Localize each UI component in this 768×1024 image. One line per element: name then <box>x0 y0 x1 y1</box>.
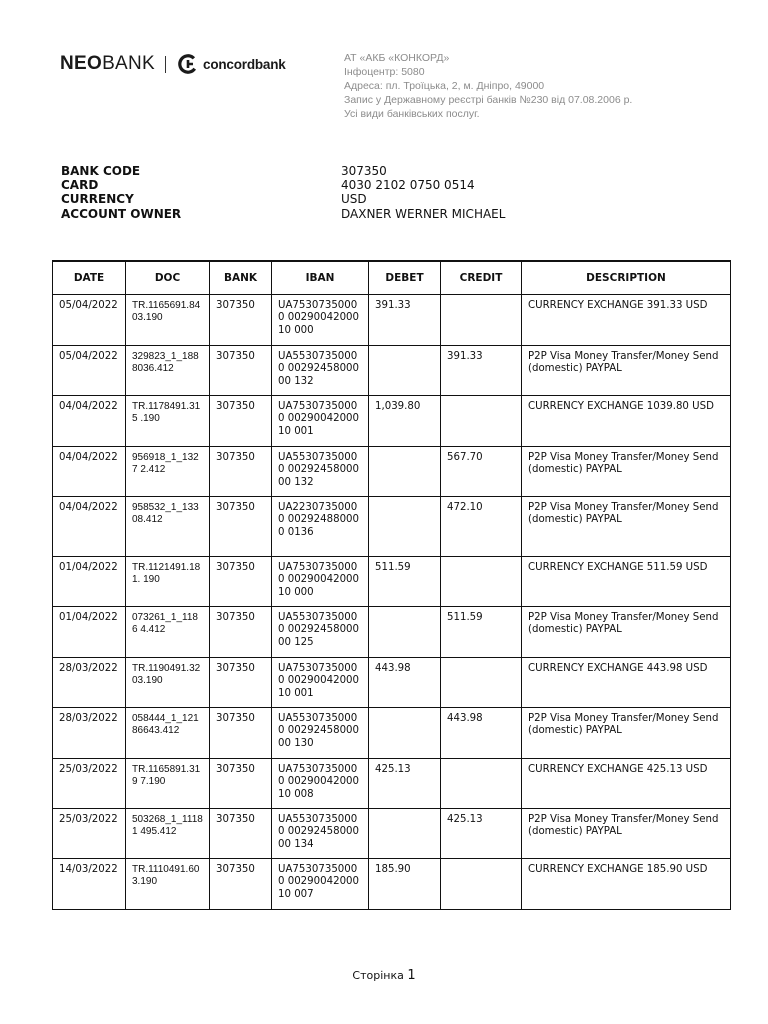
iban-cell: UA75307350000 0029004200010 001 <box>272 396 369 447</box>
debet-cell: 425.13 <box>369 759 441 809</box>
doc-cell: TR.1110491.60 3.190 <box>126 859 210 910</box>
debet-cell <box>369 809 441 859</box>
description-cell: CURRENCY EXCHANGE 425.13 USD <box>522 759 731 809</box>
date-cell: 01/04/2022 <box>53 607 126 658</box>
credit-cell <box>441 557 522 607</box>
concordbank-mark-icon <box>178 54 198 74</box>
iban-cell: UA55307350000 0029245800000 125 <box>272 607 369 658</box>
page-footer <box>0 968 768 983</box>
credit-cell: 511.59 <box>441 607 522 658</box>
bank-cell: 307350 <box>210 658 272 708</box>
currency-label: CURRENCY <box>61 192 134 207</box>
credit-cell <box>441 859 522 910</box>
transactions-body <box>53 295 731 910</box>
date-cell: 25/03/2022 <box>53 809 126 859</box>
date-cell: 04/04/2022 <box>53 497 126 557</box>
bank-code-value: 307350 <box>341 164 387 178</box>
bank-info-line: Запис у Державному реєстрі банків №230 від 07.08.2006 р. <box>344 94 633 106</box>
card-value: 4030 2102 0750 0514 <box>341 178 475 193</box>
account-details <box>61 164 505 221</box>
account-row <box>61 207 505 221</box>
table-row <box>53 708 731 759</box>
table-row <box>53 607 731 658</box>
doc-cell: 073261_1_1186 4.412 <box>126 607 210 658</box>
bank-cell: 307350 <box>210 396 272 447</box>
logo-bank-text: BANK <box>102 53 156 74</box>
table-header-row <box>53 261 731 295</box>
doc-cell: TR.1165891.319 7.190 <box>126 759 210 809</box>
iban-cell: UA55307350000 0029245800000 130 <box>272 708 369 759</box>
table-row <box>53 346 731 396</box>
document-header <box>60 50 720 130</box>
table-row <box>53 759 731 809</box>
table-row <box>53 557 731 607</box>
table-row <box>53 859 731 910</box>
logo-concordbank-text: concordbank <box>203 56 286 72</box>
debet-cell <box>369 497 441 557</box>
doc-cell: 058444_1_121 86643.412 <box>126 708 210 759</box>
iban-cell: UA55307350000 0029245800000 132 <box>272 447 369 497</box>
account-owner-label: ACCOUNT OWNER <box>61 206 182 221</box>
iban-cell: UA75307350000 0029004200010 008 <box>272 759 369 809</box>
column-header-credit: CREDIT <box>441 261 522 295</box>
bank-cell: 307350 <box>210 557 272 607</box>
date-cell: 04/04/2022 <box>53 396 126 447</box>
credit-cell <box>441 295 522 346</box>
account-row <box>61 178 505 192</box>
credit-cell: 425.13 <box>441 809 522 859</box>
doc-cell: TR.1178491.315 .190 <box>126 396 210 447</box>
page-label: Сторінка <box>352 969 404 982</box>
logo-divider <box>165 56 166 73</box>
bank-info-line: АТ «АКБ «КОНКОРД» <box>344 52 450 64</box>
table-row <box>53 658 731 708</box>
date-cell: 28/03/2022 <box>53 708 126 759</box>
date-cell: 04/04/2022 <box>53 447 126 497</box>
description-cell: P2P Visa Money Transfer/Money Send (domestic) PAYPAL <box>522 497 731 557</box>
bank-code-label: BANK CODE <box>61 164 141 178</box>
debet-cell: 1,039.80 <box>369 396 441 447</box>
description-cell: CURRENCY EXCHANGE 1039.80 USD <box>522 396 731 447</box>
column-header-date: DATE <box>53 261 126 295</box>
column-header-doc: DOC <box>126 261 210 295</box>
description-cell: CURRENCY EXCHANGE 391.33 USD <box>522 295 731 346</box>
column-header-iban: IBAN <box>272 261 369 295</box>
doc-cell: TR.1165691.84 03.190 <box>126 295 210 346</box>
bank-cell: 307350 <box>210 809 272 859</box>
iban-cell: UA75307350000 0029004200010 000 <box>272 295 369 346</box>
credit-cell: 391.33 <box>441 346 522 396</box>
debet-cell: 511.59 <box>369 557 441 607</box>
description-cell: P2P Visa Money Transfer/Money Send (domestic) PAYPAL <box>522 708 731 759</box>
date-cell: 28/03/2022 <box>53 658 126 708</box>
iban-cell: UA55307350000 0029245800000 132 <box>272 346 369 396</box>
date-cell: 05/04/2022 <box>53 346 126 396</box>
bank-cell: 307350 <box>210 759 272 809</box>
credit-cell: 567.70 <box>441 447 522 497</box>
table-row <box>53 447 731 497</box>
description-cell: P2P Visa Money Transfer/Money Send (domestic) PAYPAL <box>522 447 731 497</box>
doc-cell: TR.1190491.32 03.190 <box>126 658 210 708</box>
bank-cell: 307350 <box>210 447 272 497</box>
iban-cell: UA75307350000 0029004200010 000 <box>272 557 369 607</box>
account-row <box>61 192 505 206</box>
page-number: 1 <box>407 968 416 983</box>
iban-cell: UA22307350000 002924880000 0136 <box>272 497 369 557</box>
credit-cell: 472.10 <box>441 497 522 557</box>
logo-neo-text: NEO <box>60 53 103 74</box>
card-label: CARD <box>61 178 99 193</box>
neobank-concordbank-logo <box>60 53 286 75</box>
debet-cell <box>369 447 441 497</box>
date-cell: 05/04/2022 <box>53 295 126 346</box>
description-cell: CURRENCY EXCHANGE 443.98 USD <box>522 658 731 708</box>
account-owner-value: DAXNER WERNER MICHAEL <box>341 206 506 221</box>
doc-cell: 329823_1_188 8036.412 <box>126 346 210 396</box>
bank-cell: 307350 <box>210 859 272 910</box>
account-row <box>61 164 505 178</box>
credit-cell <box>441 658 522 708</box>
doc-cell: 958532_1_133 08.412 <box>126 497 210 557</box>
bank-cell: 307350 <box>210 295 272 346</box>
date-cell: 14/03/2022 <box>53 859 126 910</box>
doc-cell: 503268_1_11181 495.412 <box>126 809 210 859</box>
doc-cell: TR.1121491.181. 190 <box>126 557 210 607</box>
bank-info-block <box>344 51 632 121</box>
debet-cell: 185.90 <box>369 859 441 910</box>
bank-cell: 307350 <box>210 497 272 557</box>
description-cell: P2P Visa Money Transfer/Money Send (domestic) PAYPAL <box>522 346 731 396</box>
debet-cell <box>369 708 441 759</box>
table-row <box>53 295 731 346</box>
bank-info-line: Інфоцентр: 5080 <box>344 66 425 78</box>
description-cell: P2P Visa Money Transfer/Money Send (domestic) PAYPAL <box>522 607 731 658</box>
credit-cell: 443.98 <box>441 708 522 759</box>
description-cell: CURRENCY EXCHANGE 511.59 USD <box>522 557 731 607</box>
table-row <box>53 497 731 557</box>
debet-cell: 443.98 <box>369 658 441 708</box>
iban-cell: UA75307350000 0029004200010 007 <box>272 859 369 910</box>
debet-cell: 391.33 <box>369 295 441 346</box>
currency-value: USD <box>341 192 367 207</box>
credit-cell <box>441 396 522 447</box>
description-cell: CURRENCY EXCHANGE 185.90 USD <box>522 859 731 910</box>
bank-info-line: Усі види банківських послуг. <box>344 108 480 120</box>
bank-cell: 307350 <box>210 708 272 759</box>
debet-cell <box>369 346 441 396</box>
doc-cell: 956918_1_1327 2.412 <box>126 447 210 497</box>
column-header-description: DESCRIPTION <box>522 261 731 295</box>
date-cell: 01/04/2022 <box>53 557 126 607</box>
transactions-table <box>52 260 731 910</box>
date-cell: 25/03/2022 <box>53 759 126 809</box>
bank-info-line: Адреса: пл. Троїцька, 2, м. Дніпро, 49000 <box>344 80 545 92</box>
column-header-debet: DEBET <box>369 261 441 295</box>
credit-cell <box>441 759 522 809</box>
bank-cell: 307350 <box>210 346 272 396</box>
bank-cell: 307350 <box>210 607 272 658</box>
description-cell: P2P Visa Money Transfer/Money Send (domestic) PAYPAL <box>522 809 731 859</box>
column-header-bank: BANK <box>210 261 272 295</box>
debet-cell <box>369 607 441 658</box>
iban-cell: UA75307350000 0029004200010 001 <box>272 658 369 708</box>
iban-cell: UA55307350000 0029245800000 134 <box>272 809 369 859</box>
table-row <box>53 809 731 859</box>
table-row <box>53 396 731 447</box>
